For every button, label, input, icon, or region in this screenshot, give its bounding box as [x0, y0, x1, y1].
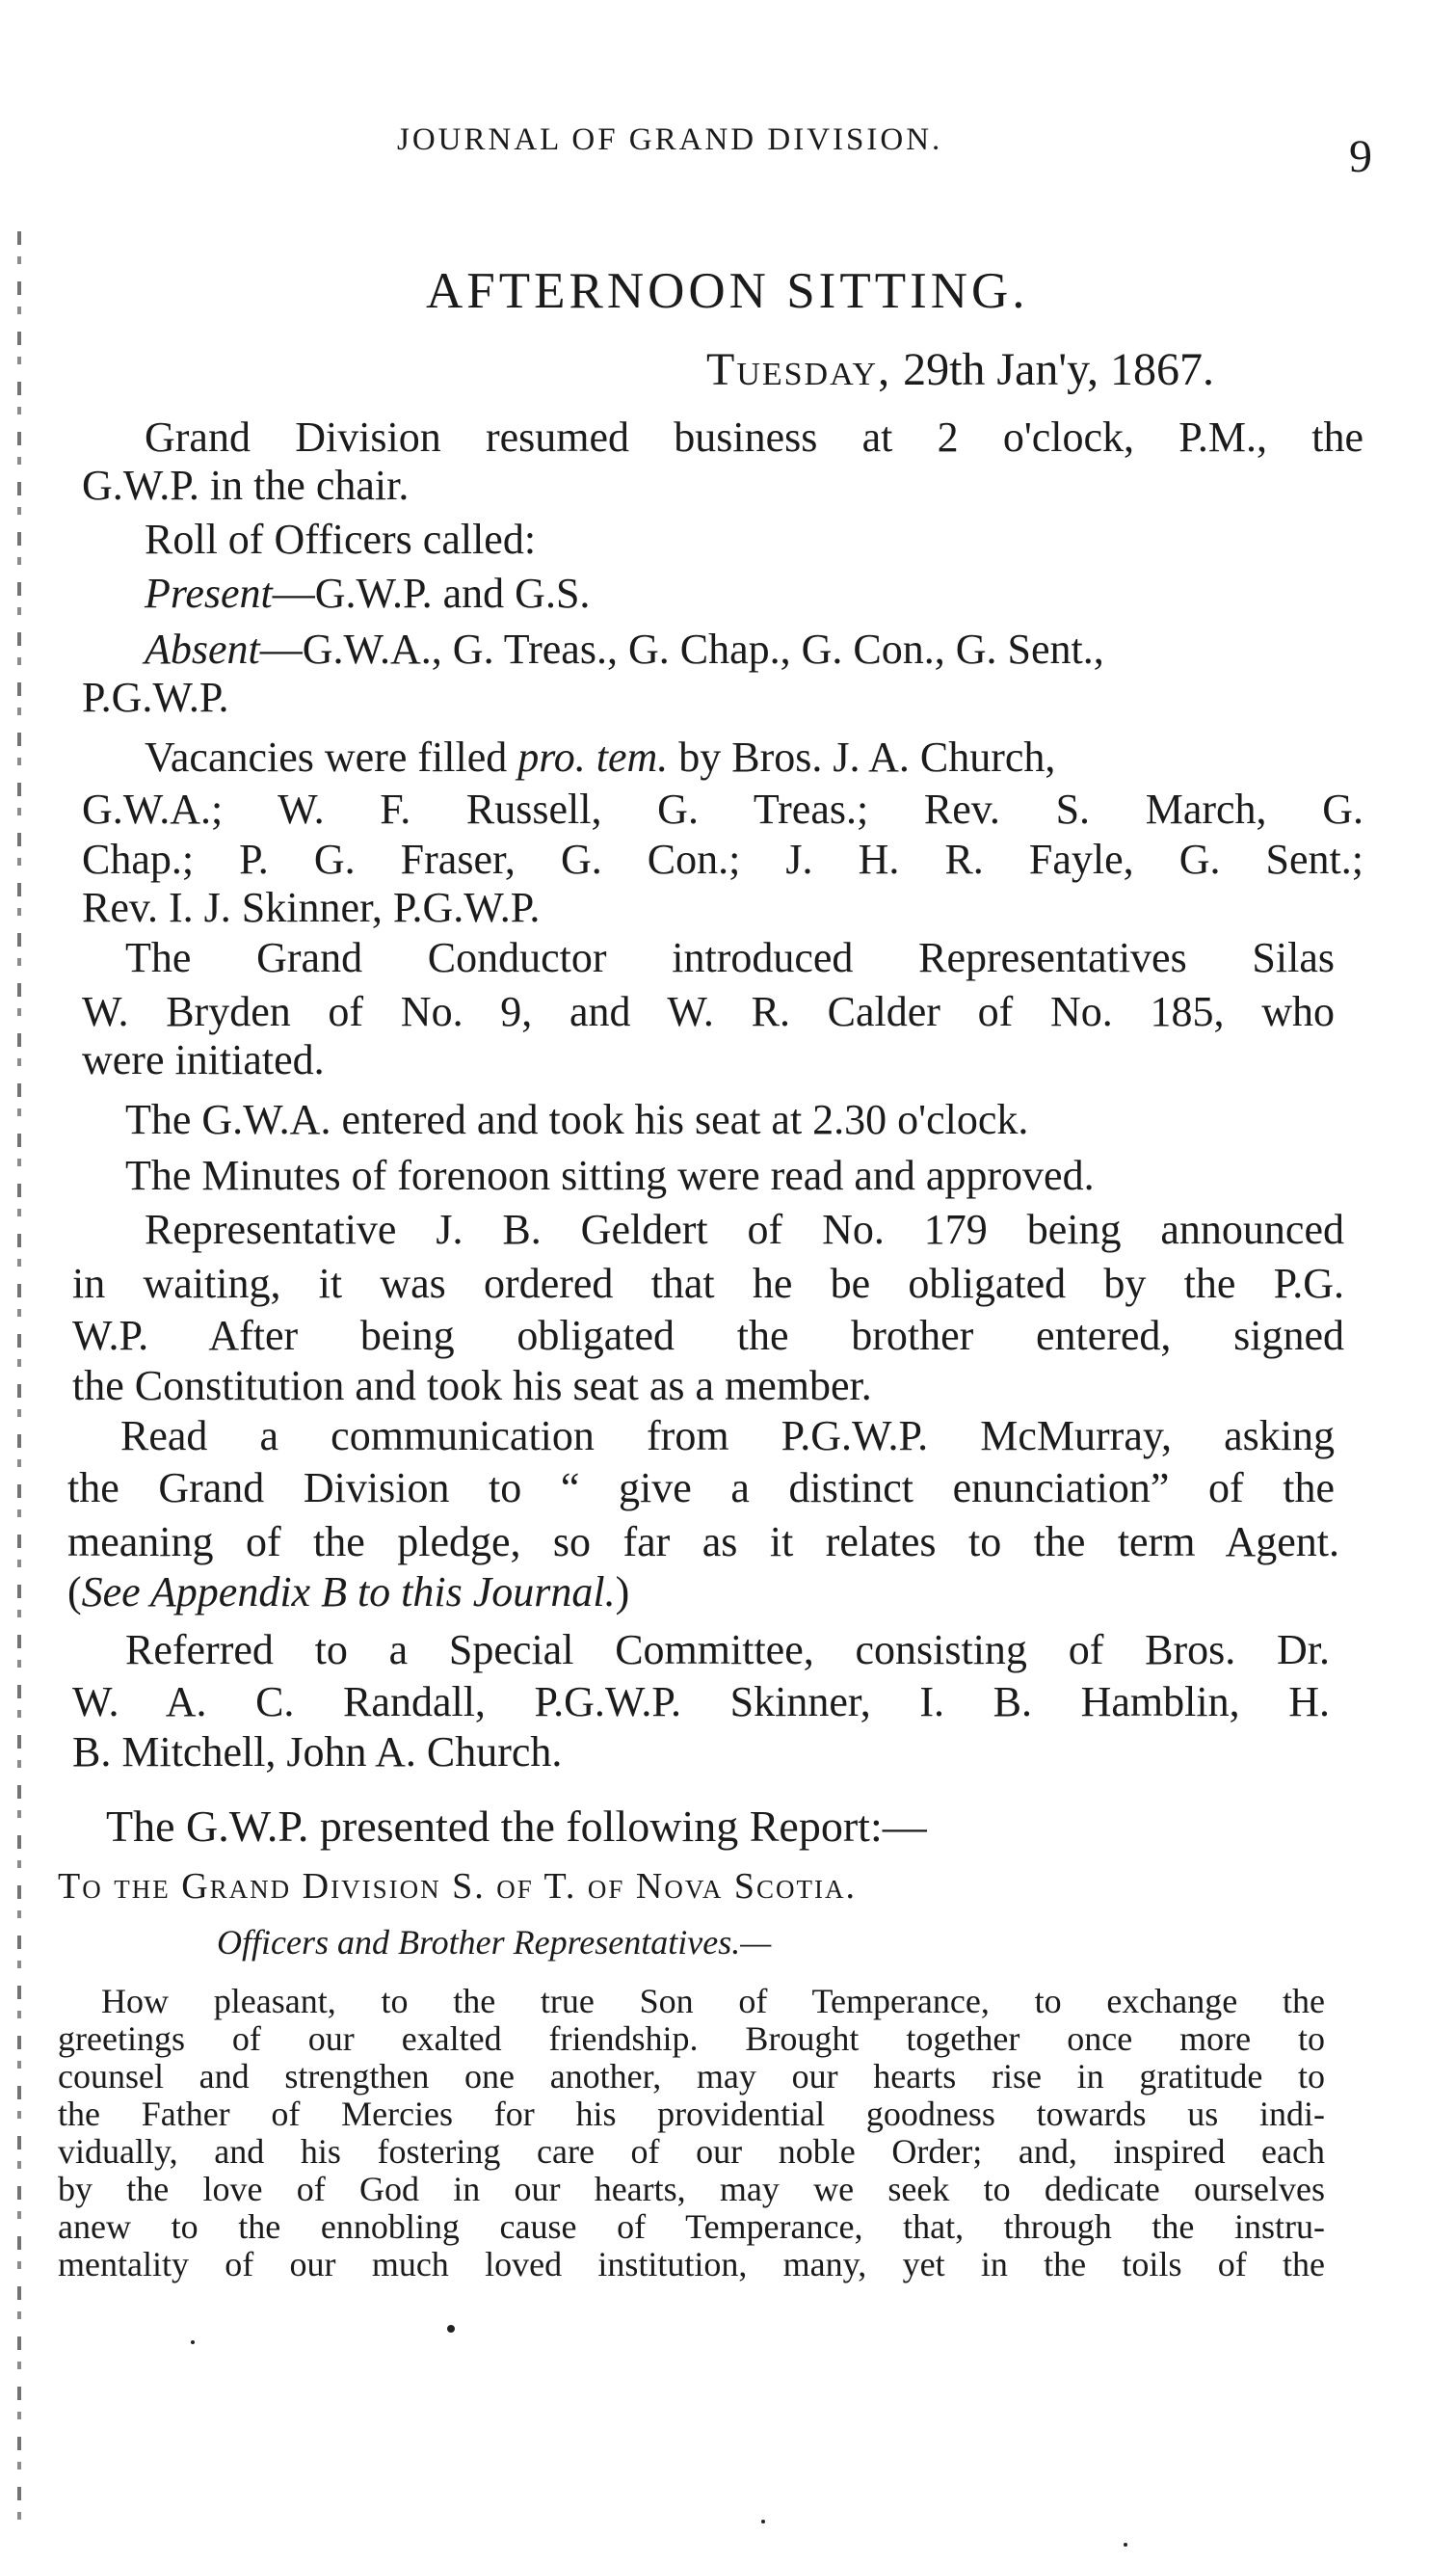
body-line: P.G.W.P. — [82, 674, 229, 721]
body-line: Vacancies were filled pro. tem. by Bros. J. A. Church, — [145, 734, 1056, 781]
dateline — [706, 343, 1214, 396]
binding-edge-marks — [17, 231, 21, 2525]
body-line: the Constitution and took his seat as a member. — [72, 1362, 872, 1409]
report-line: anew to the ennobling cause of Temperance, that, through the instru- — [58, 2207, 1325, 2246]
body-line: G.W.P. in the chair. — [82, 462, 410, 509]
body-line: Present—G.W.P. and G.S. — [145, 570, 591, 617]
pro-tem: pro. tem. — [517, 734, 669, 781]
body-line: Chap.; P. G. Fraser, G. Con.; J. H. R. Fayle, G. Sent.; — [82, 836, 1363, 883]
report-line: How pleasant, to the true Son of Temperance, to exchange the — [101, 1982, 1325, 2020]
body-line: Roll of Officers called: — [145, 516, 537, 563]
running-head: JOURNAL OF GRAND DIVISION. — [397, 122, 943, 157]
body-line: The Grand Conductor introduced Representatives Silas — [125, 934, 1335, 981]
present-label: Present — [145, 570, 273, 617]
body-line: The Minutes of forenoon sitting were read and approved. — [125, 1152, 1095, 1199]
report-line: by the love of God in our hearts, may we seek to dedicate ourselves — [58, 2170, 1325, 2208]
report-line: greetings of our exalted friendship. Brought together once more to — [58, 2019, 1325, 2058]
report-salutation: Officers and Brother Representatives.— — [217, 1923, 772, 1962]
absent-label: Absent — [145, 626, 260, 673]
report-line: counsel and strengthen one another, may our hearts rise in gratitude to — [58, 2057, 1325, 2096]
section-title: AFTERNOON SITTING. — [426, 263, 1029, 319]
appendix-reference: See Appendix B to this Journal. — [81, 1568, 616, 1615]
body-line: were initiated. — [82, 1036, 325, 1083]
body-line: Read a communication from P.G.W.P. McMurray, asking — [120, 1412, 1335, 1459]
body-line: Rev. I. J. Skinner, P.G.W.P. — [82, 884, 541, 931]
page-number: 9 — [1349, 131, 1372, 182]
ink-speck — [191, 2340, 195, 2344]
report-addressee: To the Grand Division S. of T. of Nova Scotia. — [58, 1866, 858, 1907]
report-intro: The G.W.P. presented the following Report:— — [106, 1802, 927, 1851]
body-line: Representative J. B. Geldert of No. 179 being announced — [145, 1206, 1344, 1253]
body-line: in waiting, it was ordered that he be obligated by the P.G. — [72, 1260, 1344, 1307]
body-line: G.W.A.; W. F. Russell, G. Treas.; Rev. S. March, G. — [82, 786, 1363, 833]
body-line: (See Appendix B to this Journal.) — [67, 1568, 630, 1615]
dateline-date: 29th Jan'y, 1867. — [903, 344, 1214, 395]
ink-speck — [1124, 2543, 1127, 2547]
body-line: W.P. After being obligated the brother entered, signed — [72, 1312, 1344, 1359]
body-line: meaning of the pledge, so far as it relates to the term Agent. — [67, 1518, 1339, 1565]
report-line: the Father of Mercies for his providential goodness towards us indi- — [58, 2095, 1325, 2133]
body-line: The G.W.A. entered and took his seat at 2.30 o'clock. — [125, 1096, 1029, 1143]
body-line: B. Mitchell, John A. Church. — [72, 1728, 563, 1775]
report-line: mentality of our much loved institution, many, yet in the toils of the — [58, 2245, 1325, 2283]
body-line: Grand Division resumed business at 2 o'clock, P.M., the — [145, 414, 1363, 461]
ink-speck — [447, 2325, 455, 2333]
dateline-day: Tuesday, — [706, 344, 892, 395]
body-line: Absent—G.W.A., G. Treas., G. Chap., G. Con., G. Sent., — [145, 626, 1104, 673]
body-line: W. Bryden of No. 9, and W. R. Calder of No. 185, who — [82, 988, 1335, 1035]
report-line: vidually, and his fostering care of our noble Order; and, inspired each — [58, 2132, 1325, 2171]
body-line: the Grand Division to “ give a distinct enunciation” of the — [67, 1464, 1335, 1511]
body-line: Referred to a Special Committee, consisting of Bros. Dr. — [125, 1626, 1330, 1673]
body-line: W. A. C. Randall, P.G.W.P. Skinner, I. B. Hamblin, H. — [72, 1678, 1330, 1725]
ink-speck — [761, 2520, 765, 2523]
